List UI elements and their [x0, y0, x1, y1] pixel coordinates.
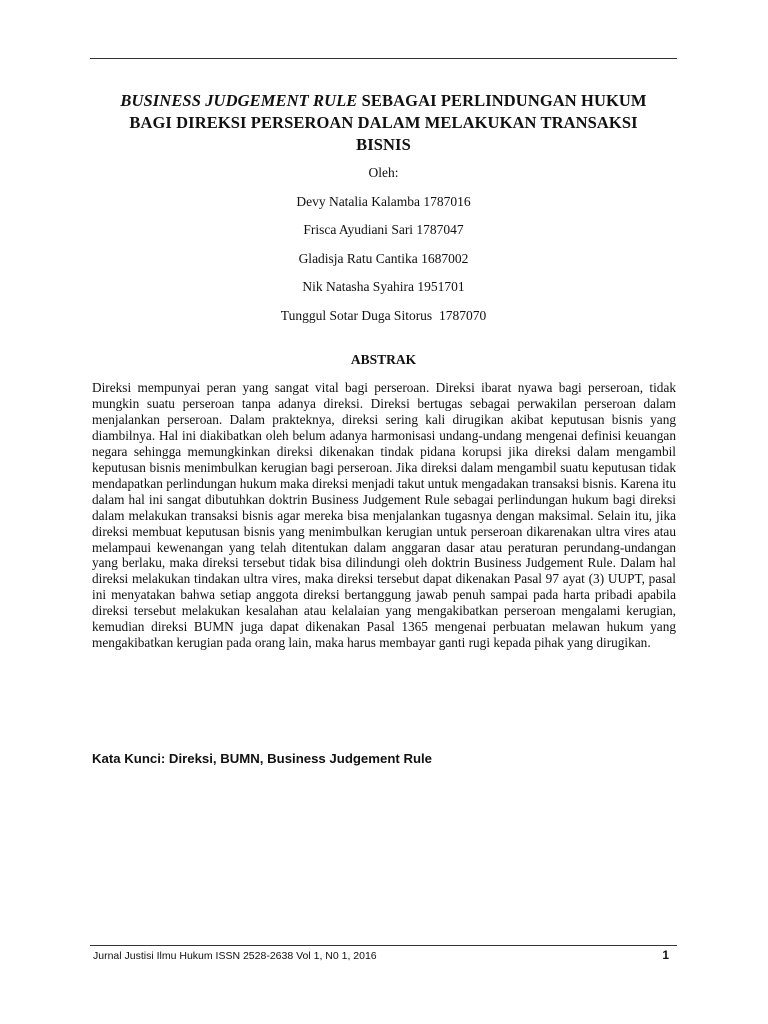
page-number: 1 [662, 948, 669, 962]
header-rule [90, 58, 677, 59]
author-5: Tunggul Sotar Duga Sitorus 1787070 [280, 308, 487, 323]
author-3: Gladisja Ratu Cantika 1687002 [298, 251, 469, 266]
abstract-heading: ABSTRAK [350, 352, 417, 367]
keywords: Kata Kunci: Direksi, BUMN, Business Judgement Rule [92, 751, 433, 766]
author-4: Nik Natasha Syahira 1951701 [302, 279, 465, 294]
title-italic-part: BUSINESS JUDGEMENT RULE [120, 91, 358, 110]
byline-label: Oleh: [368, 165, 399, 180]
abstract-body: Direksi mempunyai peran yang sangat vital bagi perseroan. Direksi ibarat nyawa bagi perseroan, tidak mungkin suatu perseroan tanpa adanya direksi. Direksi bertugas sebagai perwakilan perseroan dalam menjalankan perseroan. Dalam prakteknya, direksi sering kali dirugikan akibat keputusan bisnis yang diambilnya. Hal ini diakibatkan oleh belum adanya harmonisasi undang-undang mengenai definisi keuangan negara sehingga memungkinkan direksi dikenakan tindak pidana korupsi jika direksi dalam mengambil keputusan bisnis menimbulkan kerugian bagi perseroan. Jika direksi dalam mengambil suatu keputusan tidak mendapatkan perlindungan hukum maka direksi menjadi takut untuk mengadakan transaksi bisnis. Karena itu dalam hal ini sangat dibutuhkan doktrin Business Judgement Rule sebagai perlindungan hukum bagi direksi dalam melakukan transaksi bisnis agar mereka bisa menjalankan tugasnya dengan maksimal. Selain itu, jika direksi membuat keputusan bisnis yang menimbulkan kerugian untuk perseroan dikarenakan ultra vires atau melampaui kewenangan yang telah ditentukan dalam anggaran dasar atau peraturan perundang-undangan yang berlaku, maka direksi tersebut tidak bisa dilindungi oleh doktrin Business Judgement Rule. Dalam hal direksi melakukan tindakan ultra vires, maka direksi tersebut dapat dikenakan Pasal 97 ayat (3) UUPT, pasal ini menyatakan bahwa setiap anggota direksi bertanggung jawab penuh sampai pada harta pribadi apabila direksi tersebut melakukan kesalahan atau kelalaian yang mengakibatkan perseroan mengalami kerugian, kemudian direksi BUMN juga dapat dikenakan Pasal 1365 mengenai perbuatan melawan hukum yang mengakibatkan kerugian pada orang lain, maka harus membayar ganti rugi kepada pihak yang dirugikan. [92, 380, 676, 651]
title-line3: BISNIS [356, 135, 411, 154]
author-1: Devy Natalia Kalamba 1787016 [296, 194, 471, 209]
paper-title [90, 90, 677, 156]
title-line1-rest: SEBAGAI PERLINDUNGAN HUKUM [357, 91, 647, 110]
footer-rule [90, 945, 677, 946]
footer-journal: Jurnal Justisi Ilmu Hukum ISSN 2528-2638 Vol 1, N0 1, 2016 [93, 950, 377, 962]
author-2: Frisca Ayudiani Sari 1787047 [303, 222, 464, 237]
title-line2: BAGI DIREKSI PERSEROAN DALAM MELAKUKAN TRANSAKSI [129, 113, 638, 132]
